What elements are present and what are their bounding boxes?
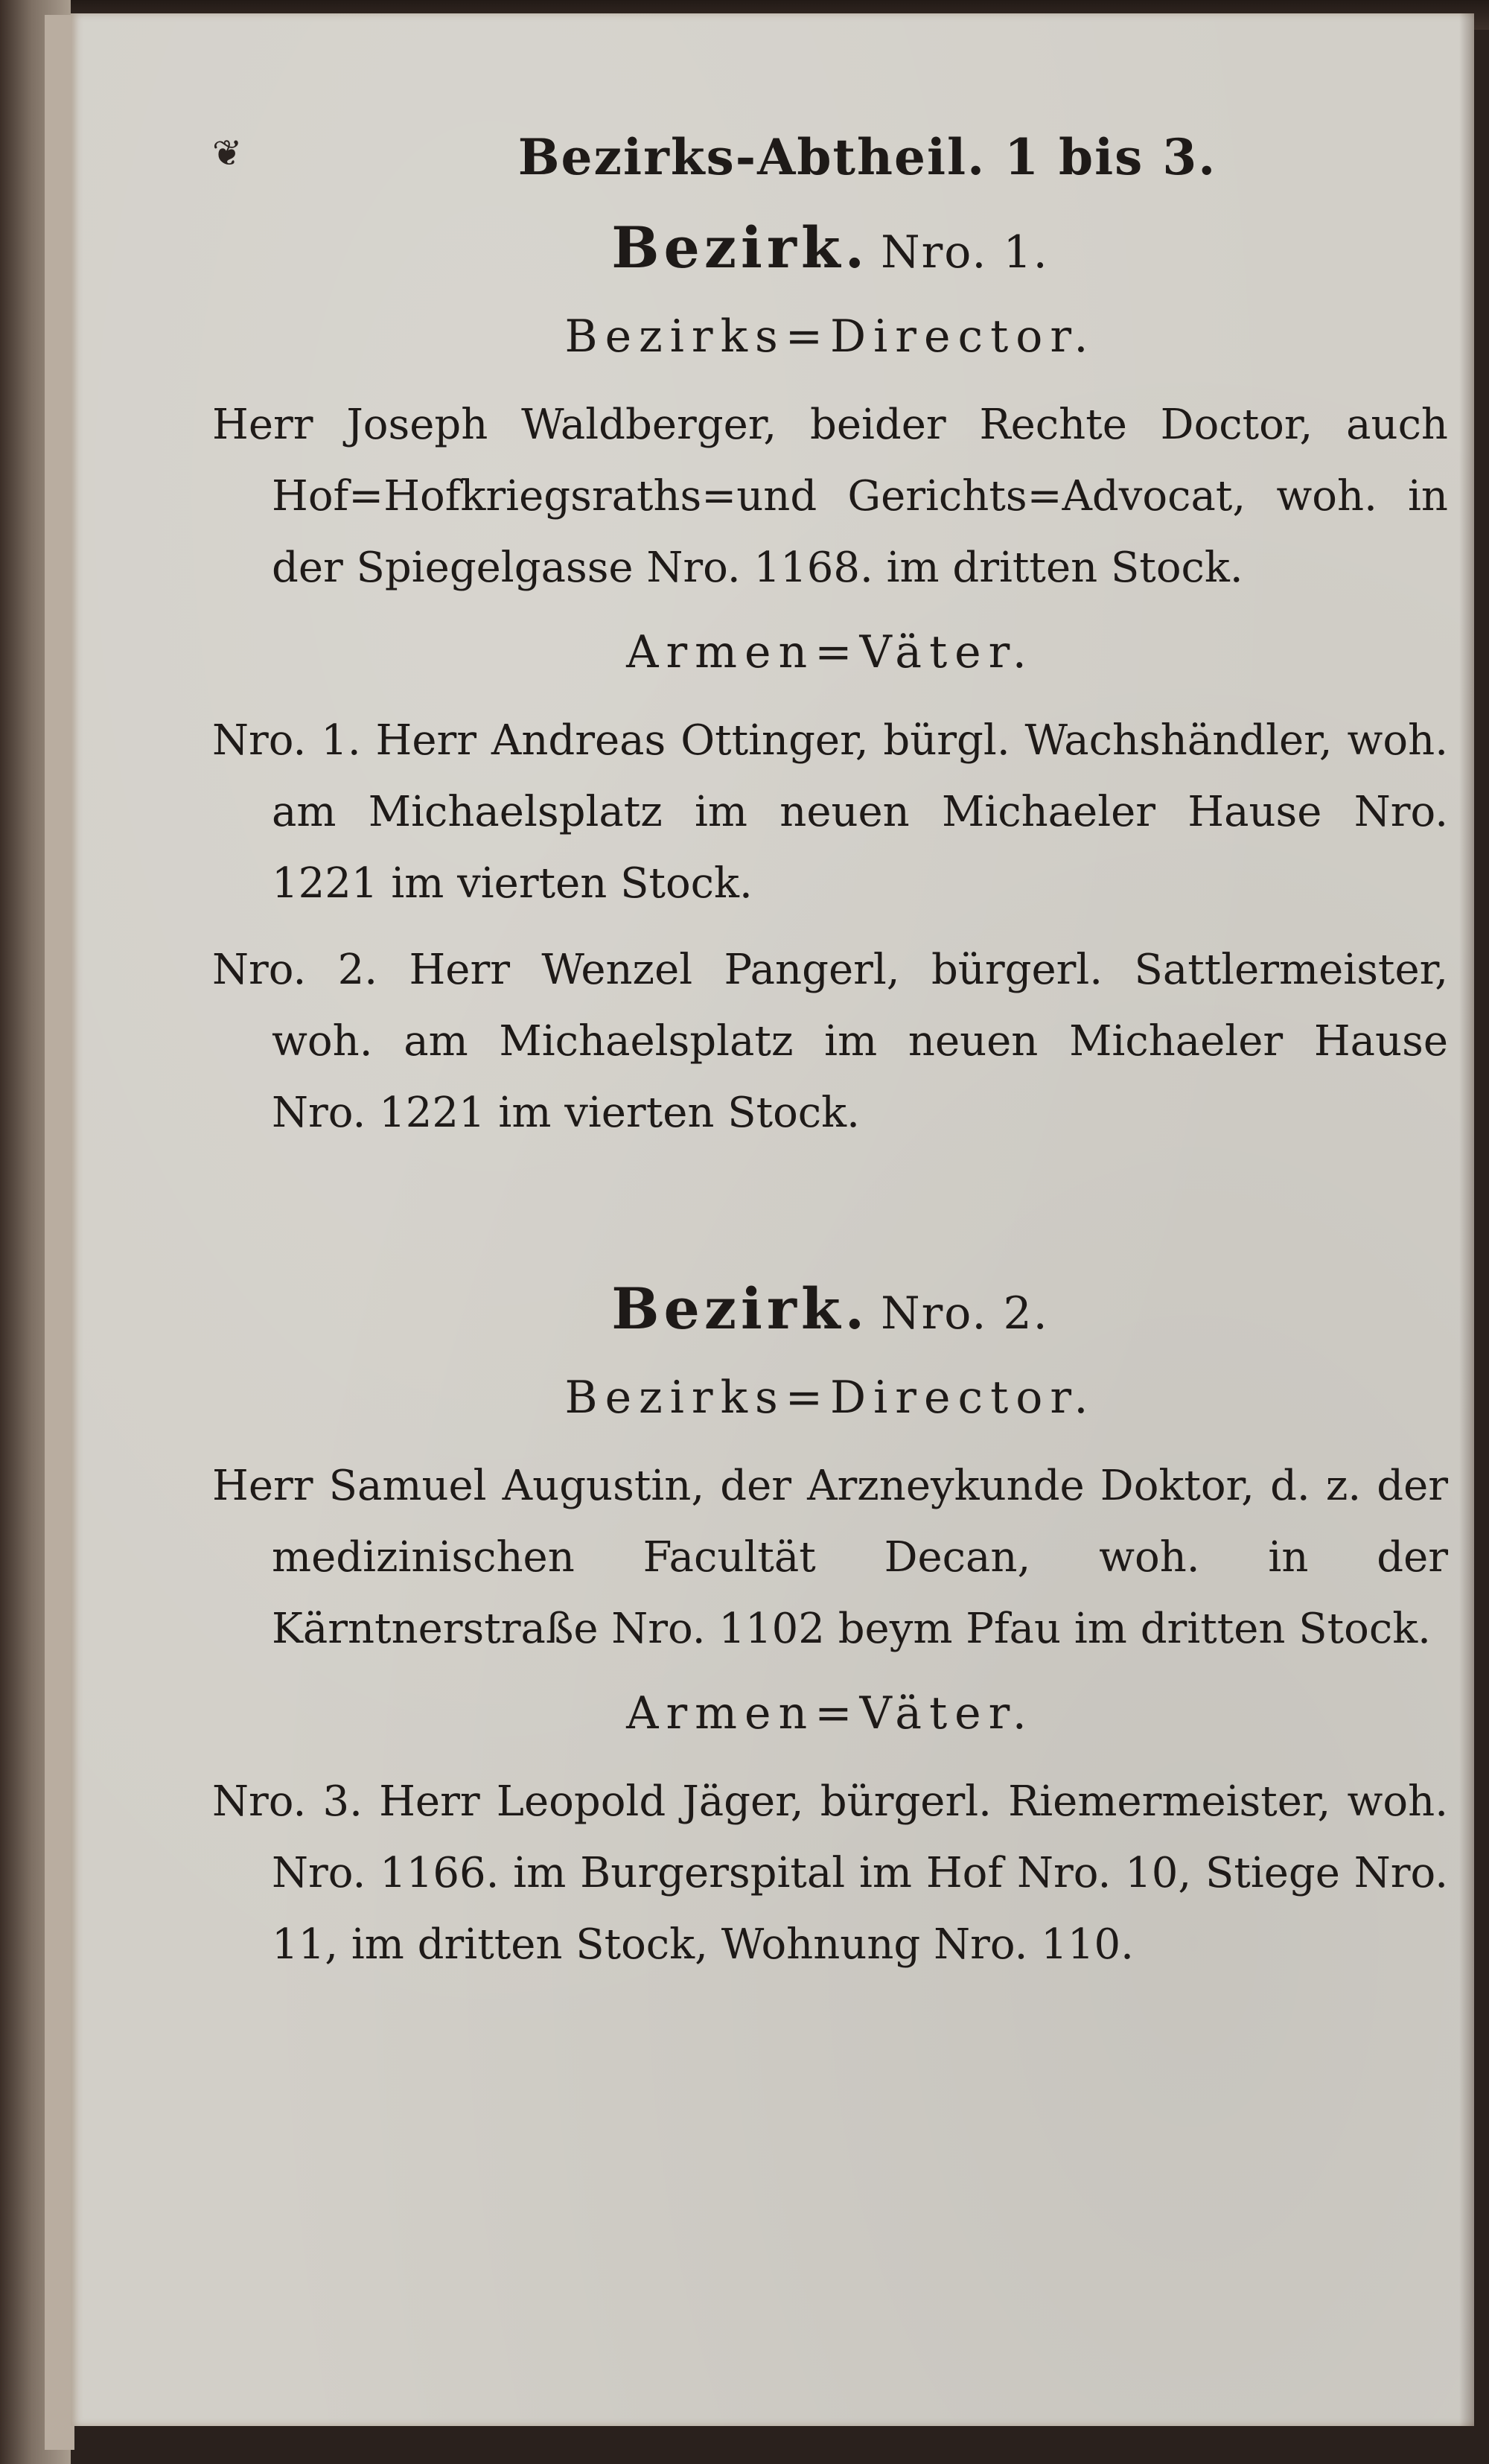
ornament-icon: ❦ <box>212 133 243 174</box>
bezirk-number: Nro. 1. <box>881 226 1049 278</box>
father-entry: Nro. 1. Herr Andreas Ottinger, bürgl. Wachshändler, woh. am Michaelsplatz im neuen Michaeler Hause Nro. 1221 im vierten Stock. <box>212 716 1448 908</box>
father-entry: Nro. 2. Herr Wenzel Pangerl, bürgerl. Sattlermeister, woh. am Michaelsplatz im neuen Michaeler Hause Nro. 1221 im vierten Stock. <box>212 946 1448 1137</box>
director-entry: Herr Samuel Augustin, der Arzneykunde Doktor, d. z. der medizinischen Facultät Decan, woh. in der Kärntnerstraße Nro. 1102 beym Pfau im dritten Stock. <box>212 1462 1448 1653</box>
fathers-heading: Armen=Väter. <box>626 626 1034 678</box>
bezirk-section <box>212 214 1448 1149</box>
director-entry: Herr Joseph Waldberger, beider Rechte Doctor, auch Hof=Hofkriegsraths=und Gerichts=Advocat, woh. in der Spiegelgasse Nro. 1168. im dritten Stock. <box>212 401 1448 592</box>
director-heading: Bezirks=Director. <box>564 311 1096 363</box>
book-page <box>71 13 1474 2426</box>
bezirk-title <box>212 214 1448 281</box>
previous-page-edge <box>45 15 74 2450</box>
bezirk-section <box>212 1276 1448 1981</box>
page-edge-shadow <box>1459 13 1474 2426</box>
running-head-title: Bezirks‑Abtheil. 1 bis 3. <box>517 128 1217 186</box>
bezirk-title-word: Bezirk. <box>611 214 870 281</box>
fathers-heading: Armen=Väter. <box>626 1687 1034 1739</box>
bezirk-title-word: Bezirk. <box>611 1276 870 1342</box>
bezirk-title <box>212 1276 1448 1342</box>
page-content <box>212 110 1448 1996</box>
section-spacer <box>212 1164 1448 1253</box>
director-heading: Bezirks=Director. <box>564 1372 1096 1424</box>
running-head <box>212 110 1448 192</box>
bezirk-number: Nro. 2. <box>881 1287 1049 1340</box>
father-entry: Nro. 3. Herr Leopold Jäger, bürgerl. Riemermeister, woh. Nro. 1166. im Burgerspital im Hof Nro. 10, Stiege Nro. 11, im dritten Stock, Wohnung Nro. 110. <box>212 1777 1448 1969</box>
